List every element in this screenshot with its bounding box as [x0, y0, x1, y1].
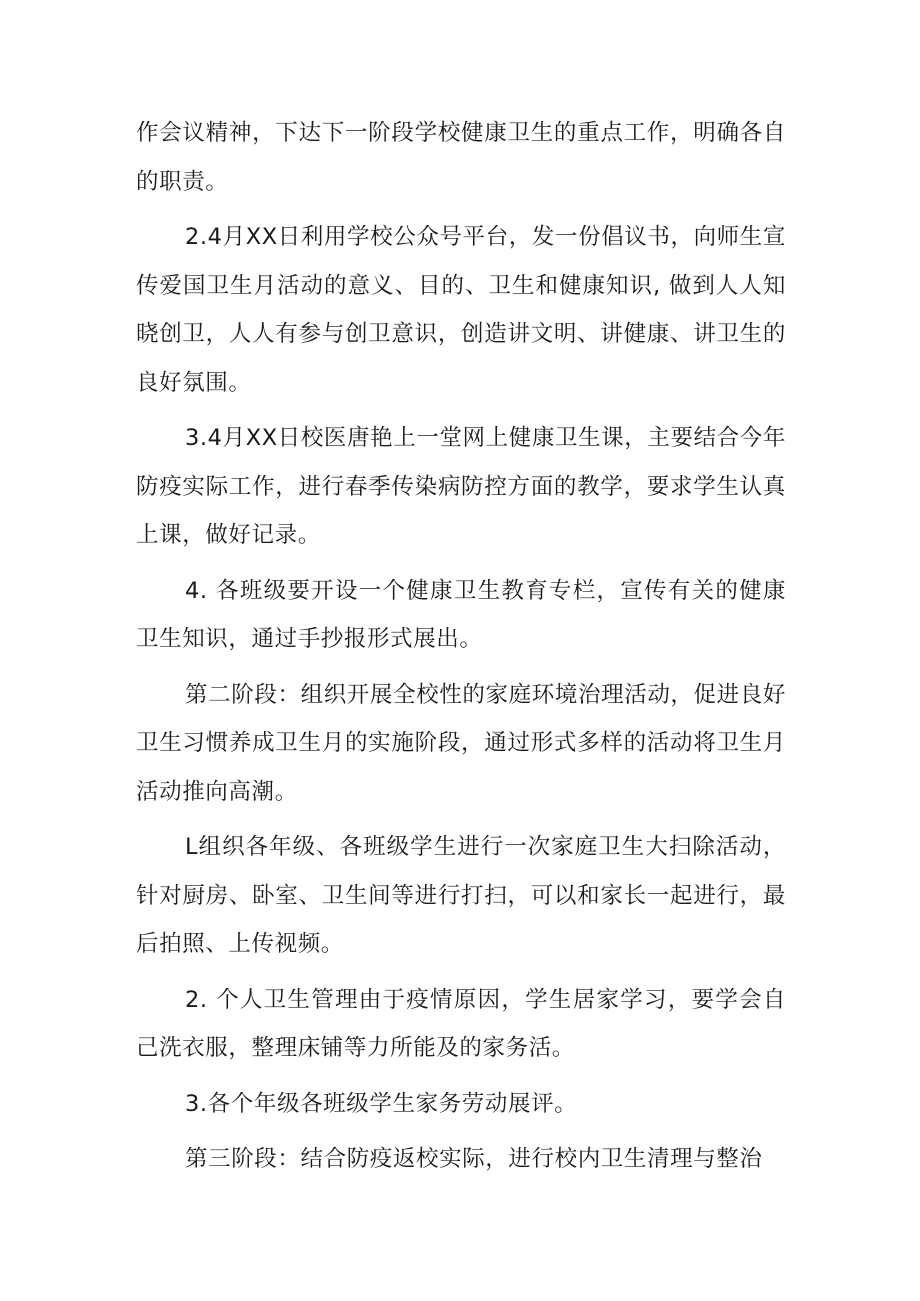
- paragraph-continuation: 作会议精神，下达下一阶段学校健康卫生的重点工作，明确各自的职责。: [136, 120, 786, 195]
- paragraph-item-3-housework-review: 3.各个年级各班级学生家务劳动展评。: [185, 1090, 578, 1117]
- paragraph-item-3-health-lesson: 3.4月XX日校医唐艳上一堂网上健康卫生课，主要结合今年防疫实际工作，进行春季传染病防控方面的教学，要求学生认真上课，做好记录。: [136, 425, 786, 548]
- paragraph-item-1-home-cleaning: L组织各年级、各班级学生进行一次家庭卫生大扫除活动，针对厨房、卧室、卫生间等进行打扫，可以和家长一起进行，最后拍照、上传视频。: [136, 834, 786, 957]
- paragraph-stage-three: 第三阶段：结合防疫返校实际，进行校内卫生清理与整治: [185, 1146, 763, 1172]
- paragraph-item-4-education-column: 4. 各班级要开设一个健康卫生教育专栏，宣传有关的健康卫生知识，通过手抄报形式展出。: [136, 577, 786, 652]
- document-body: [136, 109, 786, 1191]
- paragraph-item-2-wechat-proposal: 2.4月XX日利用学校公众号平台，发一份倡议书，向师生宣传爱国卫生月活动的意义、目的、卫生和健康知识, 做到人人知晓创卫，人人有参与创卫意识，创造讲文明、讲健康、讲卫生的良好氛围。: [136, 224, 786, 396]
- paragraph-stage-two: 第二阶段：组织开展全校性的家庭环境治理活动，促进良好卫生习惯养成卫生月的实施阶段，通过形式多样的活动将卫生月活动推向高潮。: [136, 681, 786, 805]
- paragraph-item-2-personal-hygiene: 2. 个人卫生管理由于疫情原因，学生居家学习，要学会自己洗衣服，整理床铺等力所能及的家务活。: [136, 986, 786, 1061]
